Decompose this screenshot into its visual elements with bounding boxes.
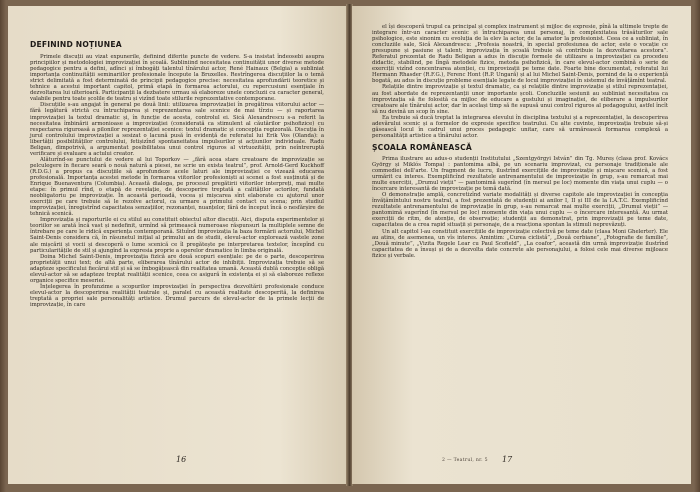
left-text-column (30, 30, 324, 308)
section-heading: DEFININD NOȚIUNEA (30, 40, 122, 49)
page-number: 16 (176, 455, 187, 464)
paragraph: Doina Michel Saint-Denis, improvizația fizică are două scopuri esențiale: pe de o parte, descoperirea proprietății unui text; de altă parte, eliberarea tînărului actor de inhibiții. Improvizația trebuie să se adapteze specificului fiecărui stil și să se îmbogățească din realitatea umană. Această dublă concepție obligă elevul-actor să se adapteze treptat realității scenice, ceea ce asigură în existența ei și să elaboreze reflexe organice specifice meseriei. (30, 253, 324, 284)
left-page (8, 6, 347, 484)
paragraph: Discuțiile s-au angajat în general pe două linii: utilizarea improvizației în pregătirea viitorului actor — fără legătură strictă cu întruchiparea și reprezentarea sale scenice de mai tîrziu — și raportarea improvizației la textul dramatic și, în funcție de acesta, controlul ei. Sică Alexandrescu s-a referit la necesitatea îmbinării armonioase a improvizației (considerată ca stimulent al căutărilor psihofizice) cu respectarea riguroasă a pilonilor reprezentației scenice: textul dramatic și concepția regizorală. Discuția în jurul controlului improvizației a sesizat o lacună pusă în evidență de referatul lui Erik Vos (Olanda): a libertății posibilităților controlului, fetișizînd spontaneitatea impulsurilor și acțiunilor individuale. Radu Beligan, dimpotrivă, a argumentat posibilitatea unui control riguros al virtuozității, prin neîntreruptă verificare și evaluare a actului creator. (30, 102, 324, 157)
paragraph: Prima ilustrare au adus-o studenții Institutului „Szentgyörgyi István” din Tg. Mureș (clasa prof. Kovács György și Miklós Tompa) : pantomima albă, pe un scenariu improvizat, cu personaje tradiționale ale commediei dell'arte. Un fragment de lucru, ilustrînd exercițiile de improvizație și mișcare scenică, a fost urmărit cu interes. Exemplificînd rezultatele antrenamentului de improvizație în grup, s-au remarcat mai multe exerciții, „Drumul vieții” — pantomimă sugerînd (în mersul pe loc) momente din viața unui cuplu — o încercare interesantă de improvizație pe temă dată. (372, 155, 668, 193)
paragraph: Ea trebuie să ducă treptat la integrarea elevului în disciplina textului și a reprezentației, la descoperirea adevărului scenic și a formelor de expresie specifice teatrului. Cu alte cuvinte, improvizația trebuie să-și găsească locul în cadrul unui proces pedagogic unitar, care să urmărească formarea complexă a personalității artistice a tînărului actor. (372, 114, 668, 139)
page-number: 17 (502, 455, 513, 464)
paragraph: O demonstrație amplă, concretizînd variate modalități și diverse capitole ale improvizației în concepția învățămîntului nostru teatral, a fost prezentată de studenții ai anilor I, II și III de la I.A.T.C. Exemplificînd rezultatele antrenamentului de improvizație în grup, s-au remarcat mai multe exerciții, „Drumul vieții” — pantomimă sugerînd (în mersul pe loc) momente din viața unui cuplu — o încercare interesantă. Au urmat exerciții de ritm, de atenție, de observație; studenții au demonstrat, prin improvizații pe teme date, capacitatea de a crea rapid situații și personaje, de a reacționa spontan la stimuli neprevăzuți. (372, 192, 668, 229)
footer-note: 2 — Teatrul, nr. 5 (442, 458, 488, 463)
paragraph: Înțelegerea în profunzime a scopurilor improvizației în perspectiva dezvoltării profesionale conduce elevul-actor la descoperirea realității teatrale și, paralel cu această realitate descoperită, la definirea treptată a propriei sale personalități artistice. Drumul parcurs de elevul-actor de la primele lecții de improvizație, în care (30, 283, 324, 308)
paragraph: Un alt capitol l-au constituit exercițiile de improvizație colectivă pe teme date (clasa Moni Ghelerter). Ele au atins, de asemenea, un vîs interes. Amintim: „Curea ciclistă”, „Două cerbiane”, „Fotografie de familie”, „Două minute”, „Vizita Regele Lear cu Paul Scofield”, „La coafor”, această din urmă improvizație ilustrînd capacitatea de a însuși și de a dezvolta date concrete ale personajului, a folosi cele mai diverse mijloace fizice și verbale. (372, 228, 668, 259)
section-heading: ȘCOALA ROMÂNEASCĂ (372, 142, 473, 152)
paragraph: Primele discuții au vizat expunerile, definind diferite puncte de vedere. S-a insistat îndeosebi asupra principiilor și metodologiei improvizației în școală. Subliniind necesitatea continuității unor diverse metode pedagogice pentru a defini, adînci și îmbogăți talentul tînărului actor, René Hainaux (Belgia) a subliniat importanța continuității seminariilor profesionale începute la Bruxelles. Restrîngerea discuțiilor la o temă strict delimitată a fost determinată de principii pedagogice precise: necesitatea aprofundării teoretice și tehnice a acestui important capitol, primă etapă în formarea actorului, cu repercusiuni esențiale în dezvoltarea lui ulterioară. Participanții la dezbatere urmau să elaboreze unele concluzii cu caracter general, valabile pentru toate școlile de teatru și vizînd toate stilurile reprezentative contemporane. (30, 54, 324, 103)
paragraph: Alăturînd-se punctului de vedere al lui Toporkov — „fără acea stare creatoare de improvizație se pelculegere în fiecare seară o nouă natură a piesei, ne scrie un exista teatrul”, prof. Arnold-Gerd Kuckhoff (R.D.G.) a propus ca discuțiile să aprofundeze acele laturi ale improvizației ce vizează educarea profesională. Importanța acestei metode în formarea viitorilor profesioniști ai scenei a fost susținută și de Enrique Buenaventura (Columbia). Această dialoga, pe procesul pregătirii viitorilor interpreți, mai multe etape: în primul rînd, o etapă de revelație, de descoperire treptată a calităților actorilor, fundată neobligatoriu pe improvizație. În această perioadă, vocea și mișcarea sînt elaborate cu ajutorul unor exerciții pe care trebuie să le rezolve actorul, ca urmare a primului contact cu scena; prin studiul improvizației, înregistrînd capacitatea senzațiilor, rezonanței, nuanțelor, fără de început încă o nesfărșire de tehnică scenică. (30, 156, 324, 218)
right-text-column (372, 24, 668, 259)
paragraph: el își descoperă trupul ca principal și complex instrument și mijloc de expresie, pînă la ultimele trepte de integrare într-un caracter scenic și întruchiparea unui personaj, în complexitatea trăsăturilor sale psihologice, este sinonim cu evoluția de la elev la actor, de la amator la profesionist. Ceea ce a subliniat, în concluziile sale, Sică Alexandrescu: „Profesia noastră, în special profesiunea de actor, este o vocație ce presupune și pasiune și talent; improvizația în școală trebuie să contribuie la dezvoltarea acestora”. Referatul prezentat de Radu Beligan a adus în discuție formele de utilizare a improvizației ca procedeu didactic, stabilind, pe lîngă metodele fizice, metoda psihofizică, în care elevul-actor combină o serie de exerciții vizînd concentrarea atenției, cu improvizații pe teme date. Foarte bine documentat, referatul lui Hermann Rhasder (R.F.G.), Ferenc Hont (R.P. Ungară) și al lui Michel Saint-Denis, pornind de la o experiență bogată, au adus în discuție probleme esențiale legate de locul improvizației în sistemul de învățămînt teatral. (372, 24, 668, 85)
right-page (352, 6, 691, 484)
paragraph: Improvizația și raporturile ei cu stilul au constituit obiectul altor discuții. Aici, disputa experimentelor și teoriilor se arată încă vast și nedefinit, urmînd să primească numeroase răspunsuri la multiplele semne de întrebare pe care le ridică experiența contemporană. Situînd improvizația la baza formării actorului, Michel Saint-Denis considera că, în răsunetul inițial al primului an de studii, elevul-actor explorează vastele zone ale mișcării și vocii și descoperă o lume scenică ce îl pregătește pe interpretarea textelor, începînd cu particularitățile de stil și ajungînd la expresia proprie a operelor dramatice în limba originală. (30, 217, 324, 254)
paragraph: Relațiile dintre improvizație și textul dramatic, ca și relațiile dintre improvizație și stilul reprezentației, au fost abordate de reprezentanții unor importante școli. Concluziile sesiunii au subliniat necesitatea ca improvizația să fie folosită ca mijloc de educare a gustului și imaginației, de eliberare a impulsurilor creatoare ale tînărului actor, dar în același timp să fie supusă unui control riguros al pedagogului, astfel încît să nu devină un scop în sine. (372, 84, 668, 115)
